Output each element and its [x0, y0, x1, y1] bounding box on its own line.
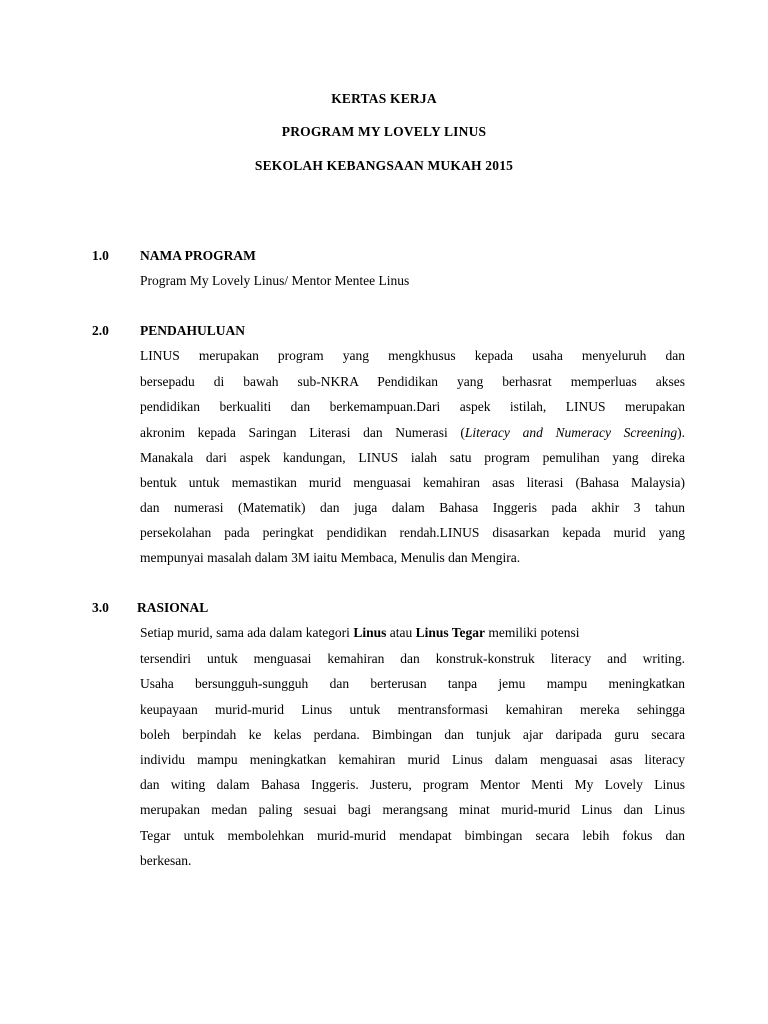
- section-3-line: dan witing dalam Bahasa Inggeris. Justeru, program Mentor Menti My Lovely Linus: [140, 777, 685, 792]
- section-2-line: bentuk untuk memastikan murid menguasai kemahiran asas literasi (Bahasa Malaysia): [140, 475, 685, 490]
- section-2-heading: PENDAHULUAN: [140, 323, 246, 338]
- section-2-line: dan numerasi (Matematik) dan juga dalam Bahasa Inggeris pada akhir 3 tahun: [140, 500, 685, 515]
- section-3-line: Usaha bersungguh-sungguh dan berterusan tanpa jemu mampu meningkatkan: [140, 676, 685, 691]
- section-2-line: pendidikan berkualiti dan berkemampuan.Dari aspek istilah, LINUS merupakan: [140, 399, 685, 414]
- section-1-heading: NAMA PROGRAM: [140, 248, 256, 263]
- section-2-line-part: akronim kepada Saringan Literasi dan Numerasi (: [140, 425, 465, 440]
- section-3-line: boleh berpindah ke kelas perdana. Bimbingan dan tunjuk ajar daripada guru secara: [140, 727, 685, 742]
- section-3-line-part: memiliki potensi: [485, 625, 580, 640]
- section-1-number: 1.0: [92, 248, 109, 263]
- section-3-number: 3.0: [92, 600, 109, 615]
- section-2-number: 2.0: [92, 323, 109, 338]
- section-2-line: mempunyai masalah dalam 3M iaitu Membaca, Menulis dan Mengira.: [140, 550, 521, 565]
- linus-bold: Linus: [353, 625, 387, 640]
- linus-tegar-bold: Linus Tegar: [415, 625, 485, 640]
- program-title: PROGRAM MY LOVELY LINUS: [281, 124, 487, 139]
- section-3-line: individu mampu meningkatkan kemahiran murid Linus dalam menguasai asas literacy: [140, 752, 685, 767]
- section-2-line-part: ).: [677, 425, 686, 440]
- section-2-line: persekolahan pada peringkat pendidikan rendah.LINUS disasarkan kepada murid yang: [140, 525, 685, 540]
- section-3-line: keupayaan murid-murid Linus untuk mentransformasi kemahiran mereka sehingga: [140, 702, 685, 717]
- section-3-line: merupakan medan paling sesuai bagi merangsang minat murid-murid Linus dan Linus: [140, 802, 685, 817]
- section-2-line: [140, 425, 685, 441]
- section-2-line: bersepadu di bawah sub-NKRA Pendidikan yang berhasrat memperluas akses: [140, 374, 685, 389]
- section-3-line: [140, 625, 685, 641]
- section-3-line-part: Setiap murid, sama ada dalam kategori: [140, 625, 354, 640]
- school-title: SEKOLAH KEBANGSAAN MUKAH 2015: [254, 158, 514, 173]
- doc-title: KERTAS KERJA: [331, 91, 437, 106]
- section-3-line: berkesan.: [140, 853, 192, 868]
- section-3-line-part: atau: [386, 625, 416, 640]
- section-3-line: tersendiri untuk menguasai kemahiran dan konstruk-konstruk literacy and writing.: [140, 651, 685, 666]
- section-2-line: Manakala dari aspek kandungan, LINUS ialah satu program pemulihan yang direka: [140, 450, 685, 465]
- section-1-text: Program My Lovely Linus/ Mentor Mentee Linus: [140, 273, 410, 288]
- section-3-line: Tegar untuk membolehkan murid-murid mendapat bimbingan secara lebih fokus dan: [140, 828, 685, 843]
- section-3-heading: RASIONAL: [137, 600, 209, 615]
- section-2-italic-term: Literacy and Numeracy Screening: [464, 425, 678, 440]
- section-2-line: LINUS merupakan program yang mengkhusus kepada usaha menyeluruh dan: [140, 348, 685, 363]
